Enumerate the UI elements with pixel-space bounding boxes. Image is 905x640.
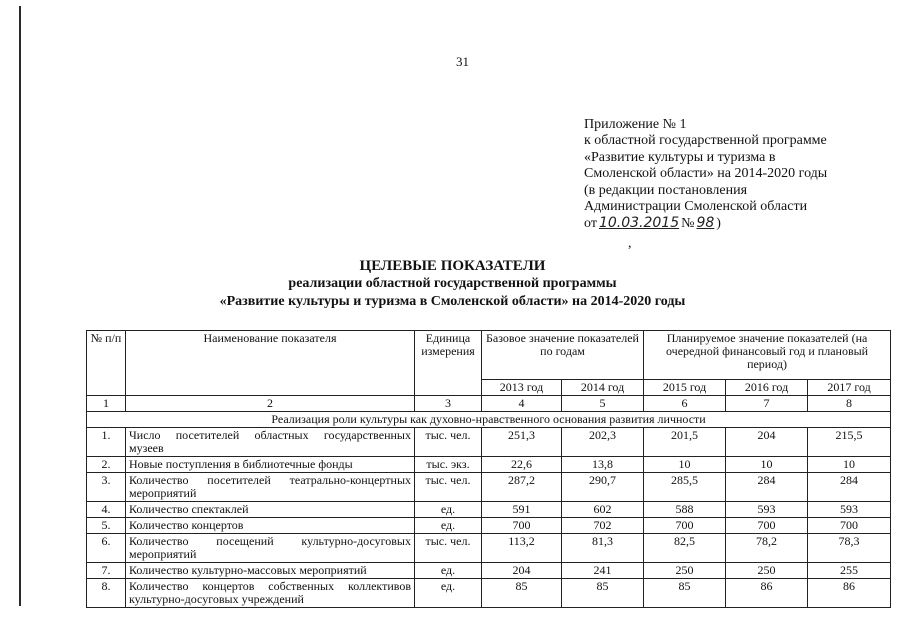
appendix-line: к областной государственной программе (584, 133, 827, 149)
cell-2017: 255 (808, 563, 891, 579)
cell-2016: 10 (726, 457, 808, 473)
page-number: 31 (456, 54, 469, 69)
appendix-line: Приложение № 1 (584, 117, 687, 132)
cell-name: Количество культурно-массовых мероприятий (126, 563, 415, 579)
program-name: «Развитие культуры и туризма в Смоленской области» на 2014-2020 годы (219, 294, 686, 309)
column-number: 2 (126, 396, 415, 412)
cell-2017: 78,3 (808, 534, 891, 563)
header-year: 2015 год (644, 380, 726, 396)
column-number: 7 (726, 396, 808, 412)
cell-num: 2. (87, 457, 126, 473)
cell-2016: 86 (726, 579, 808, 608)
cell-name: Количество концертов (126, 518, 415, 534)
header-year: 2016 год (726, 380, 808, 396)
cell-2015: 85 (644, 579, 726, 608)
cell-num: 5. (87, 518, 126, 534)
cell-2017: 10 (808, 457, 891, 473)
cell-unit: ед. (415, 563, 482, 579)
cell-2016: 204 (726, 428, 808, 457)
table-row (87, 534, 891, 563)
cell-2014: 702 (562, 518, 644, 534)
close-paren: ) (716, 216, 721, 232)
cell-name: Новые поступления в библиотечные фонды (126, 457, 415, 473)
stray-mark: , (628, 236, 632, 251)
column-numbers-row (87, 396, 891, 412)
column-number: 8 (808, 396, 891, 412)
cell-2014: 13,8 (562, 457, 644, 473)
cell-name: Количество посещений культурно-досуговых мероприятий (126, 534, 415, 563)
header-unit: Единица измерения (415, 331, 482, 396)
table-row (87, 563, 891, 579)
header-year: 2017 год (808, 380, 891, 396)
decree-date-row (584, 215, 827, 232)
cell-unit: тыс. чел. (415, 428, 482, 457)
cell-2016: 593 (726, 502, 808, 518)
cell-2017: 215,5 (808, 428, 891, 457)
cell-2014: 85 (562, 579, 644, 608)
table-row (87, 428, 891, 457)
header-num: № п/п (87, 331, 126, 396)
appendix-line: (в редакции постановления (584, 182, 748, 198)
cell-2013: 113,2 (482, 534, 562, 563)
cell-unit: ед. (415, 518, 482, 534)
appendix-line: Смоленской области» на 2014-2020 годы (584, 166, 828, 182)
cell-unit: ед. (415, 579, 482, 608)
cell-2014: 81,3 (562, 534, 644, 563)
appendix-note (584, 117, 827, 233)
cell-unit: ед. (415, 502, 482, 518)
cell-name: Количество спектаклей (126, 502, 415, 518)
section-row (87, 412, 891, 428)
cell-2014: 202,3 (562, 428, 644, 457)
cell-2016: 78,2 (726, 534, 808, 563)
column-number: 5 (562, 396, 644, 412)
table-row (87, 457, 891, 473)
cell-2015: 285,5 (644, 473, 726, 502)
cell-2017: 700 (808, 518, 891, 534)
column-number: 4 (482, 396, 562, 412)
cell-2015: 82,5 (644, 534, 726, 563)
cell-2017: 284 (808, 473, 891, 502)
cell-2013: 22,6 (482, 457, 562, 473)
header-base: Базовое значение показателей по годам (482, 331, 644, 380)
column-number: 6 (644, 396, 726, 412)
cell-2013: 85 (482, 579, 562, 608)
cell-name: Число посетителей областных государственных музеев (126, 428, 415, 457)
cell-num: 1. (87, 428, 126, 457)
cell-2013: 287,2 (482, 473, 562, 502)
cell-2014: 241 (562, 563, 644, 579)
cell-unit: тыс. чел. (415, 473, 482, 502)
cell-2013: 700 (482, 518, 562, 534)
cell-num: 8. (87, 579, 126, 608)
cell-2013: 204 (482, 563, 562, 579)
table-row (87, 502, 891, 518)
cell-num: 6. (87, 534, 126, 563)
cell-2016: 284 (726, 473, 808, 502)
section-title: Реализация роли культуры как духовно-нравственного основания развития личности (87, 412, 891, 428)
indicators-table (86, 330, 891, 608)
handwritten-number: 98 (696, 215, 715, 232)
cell-2017: 86 (808, 579, 891, 608)
cell-2015: 588 (644, 502, 726, 518)
header-planned: Планируемое значение показателей (на очередной финансовый год и плановый период) (644, 331, 891, 380)
cell-name: Количество посетителей театрально-концертных мероприятий (126, 473, 415, 502)
cell-unit: тыс. чел. (415, 534, 482, 563)
cell-2015: 10 (644, 457, 726, 473)
table-row (87, 579, 891, 608)
number-sign: № (681, 216, 695, 232)
column-number: 1 (87, 396, 126, 412)
cell-num: 4. (87, 502, 126, 518)
cell-2015: 700 (644, 518, 726, 534)
cell-2017: 593 (808, 502, 891, 518)
cell-2016: 250 (726, 563, 808, 579)
table-header-row (87, 331, 891, 380)
cell-2015: 201,5 (644, 428, 726, 457)
appendix-line: Администрации Смоленской области (584, 199, 808, 215)
cell-2016: 700 (726, 518, 808, 534)
header-year: 2013 год (482, 380, 562, 396)
cell-num: 3. (87, 473, 126, 502)
document-subtitle: реализации областной государственной программы (288, 276, 617, 291)
document-title: ЦЕЛЕВЫЕ ПОКАЗАТЕЛИ (359, 258, 546, 274)
appendix-line: «Развитие культуры и туризма в (584, 149, 776, 165)
column-number: 3 (415, 396, 482, 412)
header-name: Наименование показателя (126, 331, 415, 396)
table-row (87, 518, 891, 534)
cell-unit: тыс. экз. (415, 457, 482, 473)
date-prefix: от (584, 216, 597, 232)
cell-2015: 250 (644, 563, 726, 579)
cell-2013: 591 (482, 502, 562, 518)
cell-2013: 251,3 (482, 428, 562, 457)
cell-num: 7. (87, 563, 126, 579)
table-row (87, 473, 891, 502)
cell-2014: 290,7 (562, 473, 644, 502)
cell-name: Количество концертов собственных коллективов культурно-досуговых учреждений (126, 579, 415, 608)
header-year: 2014 год (562, 380, 644, 396)
handwritten-date: 10.03.2015 (598, 215, 680, 232)
cell-2014: 602 (562, 502, 644, 518)
